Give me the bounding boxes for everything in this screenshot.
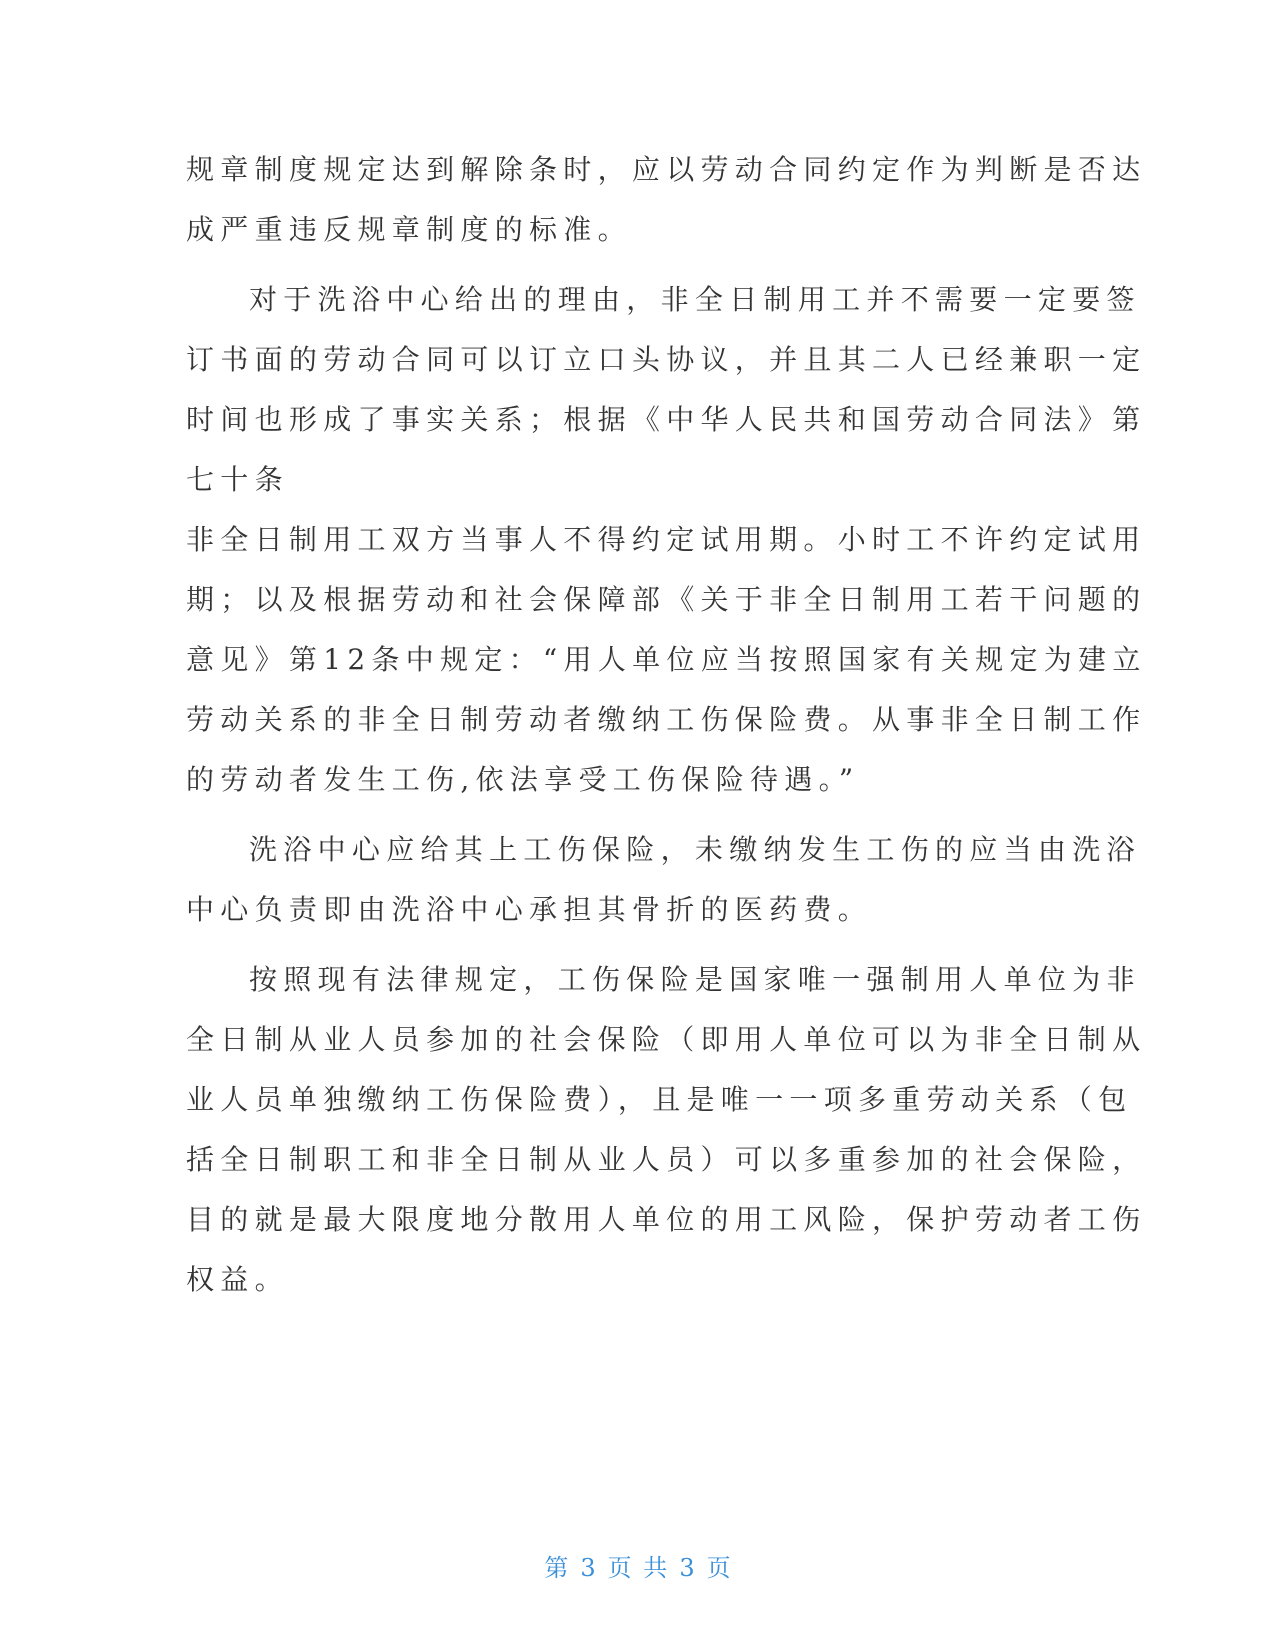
paragraph-line: 目的就是最大限度地分散用人单位的用工风险，保护劳动者工伤 (186, 1203, 1147, 1236)
paragraph-line: 业人员单独缴纳工伤保险费），且是唯一一项多重劳动关系（包 (186, 1083, 1133, 1116)
paragraph-line: 括全日制职工和非全日制从业人员）可以多重参加的社会保险， (186, 1143, 1147, 1176)
page-label-middle: 页 共 (607, 1554, 668, 1582)
paragraph-line: 全日制从业人员参加的社会保险（即用人单位可以为非全日制从 (186, 1023, 1147, 1056)
paragraph-line: 按照现有法律规定，工伤保险是国家唯一强制用人单位为非 (249, 963, 1141, 996)
paragraph-line: 对于洗浴中心给出的理由，非全日制用工并不需要一定要签 (249, 283, 1141, 316)
paragraph-line: 时间也形成了事实关系；根据《中华人民共和国劳动合同法》第 (186, 403, 1147, 436)
paragraph-line: 七十条 (186, 463, 289, 496)
paragraph-line: 成严重违反规章制度的标准。 (186, 213, 632, 246)
page-label-suffix: 页 (706, 1554, 731, 1582)
page-total-number: 3 (679, 1554, 695, 1582)
paragraph-line: 意见》第12条中规定：“用人单位应当按照国家有关规定为建立 (186, 643, 1147, 676)
paragraph-line: 中心负责即由洗浴中心承担其骨折的医药费。 (186, 893, 873, 926)
page-number-footer (0, 1548, 1275, 1583)
paragraph-line: 的劳动者发生工伤,依法享受工伤保险待遇。” (186, 763, 860, 796)
page-current-number: 3 (580, 1554, 596, 1582)
document-body (186, 140, 1147, 1310)
paragraph-line: 非全日制用工双方当事人不得约定试用期。小时工不许约定试用 (186, 523, 1147, 556)
paragraph-line: 权益。 (186, 1263, 289, 1296)
page-label-prefix: 第 (544, 1554, 569, 1582)
paragraph-line: 订书面的劳动合同可以订立口头协议，并且其二人已经兼职一定 (186, 343, 1147, 376)
paragraph-line: 劳动关系的非全日制劳动者缴纳工伤保险费。从事非全日制工作 (186, 703, 1147, 736)
paragraph-line: 洗浴中心应给其上工伤保险，未缴纳发生工伤的应当由洗浴 (249, 833, 1141, 866)
paragraph-line: 规章制度规定达到解除条时，应以劳动合同约定作为判断是否达 (186, 153, 1147, 186)
paragraph-line: 期；以及根据劳动和社会保障部《关于非全日制用工若干问题的 (186, 583, 1147, 616)
